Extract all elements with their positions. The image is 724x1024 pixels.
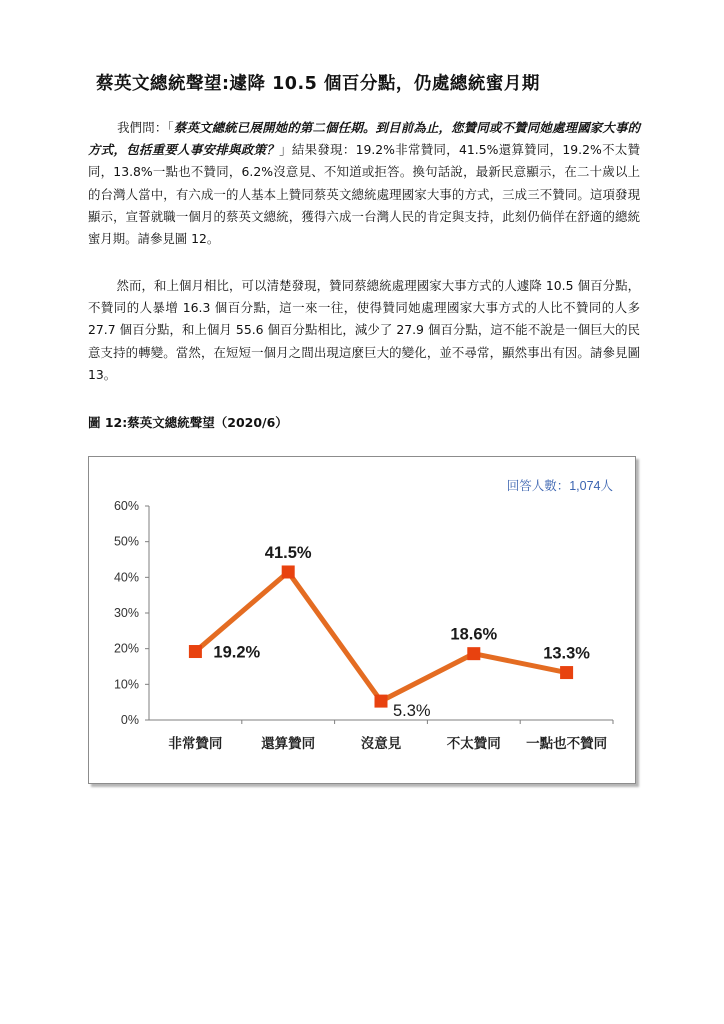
y-tick-label: 0% [120, 713, 139, 727]
y-tick-label: 10% [113, 677, 139, 692]
chart-frame [88, 456, 636, 784]
respondents-note: 回答人數：1,074人 [506, 479, 613, 493]
data-point-marker [282, 565, 295, 578]
y-tick-label: 20% [113, 641, 139, 656]
y-tick-label: 50% [113, 534, 139, 549]
data-value-label: 18.6% [450, 625, 498, 644]
data-point-marker [189, 645, 202, 658]
paragraph-1-body: 」結果發現：19.2%非常贊同，41.5%還算贊同，19.2%不太贊同，13.8%一點也不贊同，6.2%沒意見、不知道或拒答。換句話說，最新民意顯示，在二十歲以上的台灣人當中，有六成一的人基本上贊同蔡英文總統處理國家大事的方式，三成三不贊同。這項發現顯示，宣誓就職一個月的蔡英文總統，獲得六成一台灣人民的肯定與支持，此刻仍倘佯在舒適的總統蜜月期。請參見圖 12。 [88, 142, 640, 247]
x-category-label: 還算贊同 [261, 736, 316, 751]
paragraph-1 [88, 117, 640, 250]
x-category-label: 非常贊同 [168, 736, 223, 751]
y-tick-label: 60% [113, 499, 139, 513]
x-category-label: 不太贊同 [446, 736, 501, 751]
series-line [195, 572, 566, 701]
paragraph-2 [88, 275, 640, 386]
paragraph-1-intro: 我們問：「 [117, 120, 174, 135]
data-point-marker [560, 666, 573, 679]
paragraph-2-text: 然而，和上個月相比，可以清楚發現，贊同蔡總統處理國家大事方式的人遽降 10.5 個百分點，不贊同的人暴增 16.3 個百分點，這一來一往，使得贊同她處理國家大事方式的人比不贊同的人多 27.7 個百分點，和上個月 55.6 個百分點相比，減少了 27.9 個百分點，這不能不說是一個巨大的民意支持的轉變。當然，在短短一個月之間出現這麼巨大的變化，並不尋常，顯然事出有因。請參見圖 13。 [88, 278, 641, 382]
x-category-label: 一點也不贊同 [526, 736, 608, 751]
data-point-marker [375, 695, 388, 708]
data-value-label: 19.2% [213, 643, 261, 662]
data-value-label: 41.5% [264, 543, 312, 562]
data-point-marker [467, 647, 480, 660]
survey-question: 蔡英文總統已展開她的第二個任期。到目前為止，您贊同或不贊同她處理國家大事的方式，包括重要人事安排與政策？ [88, 120, 640, 158]
figure-caption: 圖 12:蔡英文總統聲望（2020/6） [88, 415, 288, 430]
y-tick-label: 40% [113, 570, 139, 585]
y-tick-label: 30% [113, 606, 139, 620]
x-category-label: 沒意見 [360, 736, 402, 751]
document-title: 蔡英文總統聲望:遽降 10.5 個百分點，仍處總統蜜月期 [96, 74, 540, 94]
data-value-label: 5.3% [393, 702, 431, 721]
data-value-label: 13.3% [543, 644, 590, 663]
line-chart [89, 457, 635, 783]
